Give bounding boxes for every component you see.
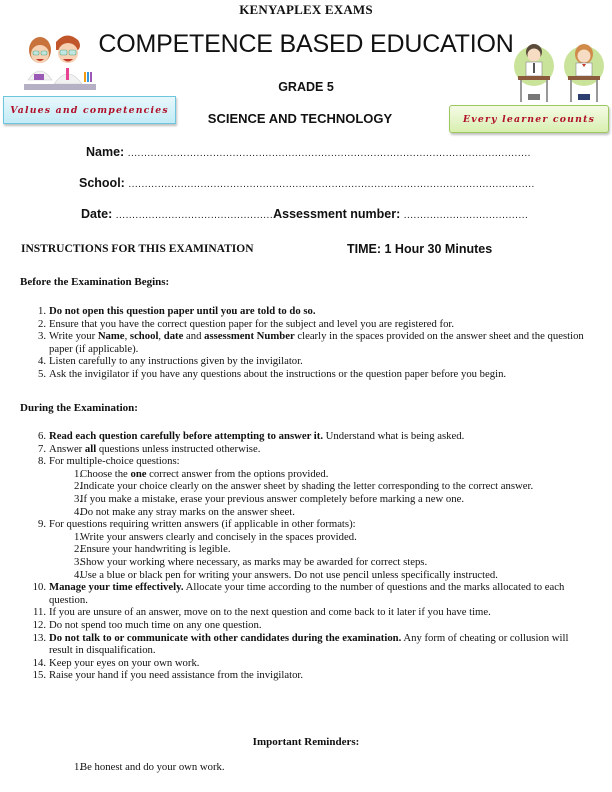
date-label: Date: [81,207,113,221]
list-item-text: Listen carefully to any instructions given by the invigilator. [49,355,303,368]
list-item-number: 2. [73,543,82,556]
list-item-text: Answer all questions unless instructed otherwise. [49,442,261,455]
subject-label: SCIENCE AND TECHNOLOGY [207,111,393,126]
list-item-text: Use a blue or black pen for writing your answers. Do not use pencil unless specifically instructed. [80,568,498,581]
every-learner-counts-badge [449,105,609,133]
list-item [0,581,612,606]
grade-label: GRADE 5 [278,80,334,94]
list-item-number: 14. [32,656,46,669]
list-item-number: 2. [37,317,46,330]
list-item-text: Do not talk to or communicate with other candidates during the examination. Any form of cheating or collusion will result in disqualification. [49,631,569,657]
list-item-text: Indicate your choice clearly on the answer sheet by shading the letter corresponding to the correct answer. [80,480,534,493]
date-input-line[interactable]: ................................................ [115,210,274,221]
brand-title: KENYAPLEX EXAMS [239,2,373,17]
list-item-text: For questions requiring written answers (if applicable in other formats): [49,518,356,531]
list-item-number: 11. [33,606,46,619]
list-item-number: 9. [37,518,46,531]
list-item-number: 3. [73,492,82,505]
list-item-text: If you are unsure of an answer, move on to the next question and come back to it later if you have time. [49,606,491,619]
list-item-text: Ensure that you have the correct question paper for the subject and level you are registered for. [49,317,455,330]
name-label: Name: [86,145,125,159]
list-item [0,468,612,481]
list-item [0,443,612,456]
list-item-text: Write your answers clearly and concisely in the spaces provided. [80,530,357,543]
list-item-number: 3. [73,555,82,568]
list-item-number: 2. [73,480,82,493]
name-field[interactable] [86,145,531,159]
list-item [0,518,612,531]
list-item-text: Manage your time effectively. Allocate your time according to the number of questions and the marks allocated to each question. [49,581,565,606]
list-item-number: 8. [37,455,46,468]
list-item-text: Do not open this question paper until you are told to do so. [49,305,316,317]
before-exam-heading: Before the Examination Begins: [20,276,170,288]
instructions-title: INSTRUCTIONS FOR THIS EXAMINATION [21,243,254,255]
list-item-number: 6. [37,430,46,442]
students-at-desks-illustration-icon [508,38,610,106]
list-item-number: 3. [37,330,46,343]
list-item [0,480,612,493]
list-item-number: 1. [37,305,46,317]
list-item [0,761,612,774]
badge-right-text: Every learner counts [462,113,596,125]
list-item-number: 4. [37,355,46,368]
list-item-text: Choose the one correct answer from the options provided. [80,467,329,480]
list-item-text: Ask the invigilator if you have any questions about the instructions or the question paper before you begin. [49,367,507,380]
list-item-number: 13. [32,631,46,644]
list-item [0,506,612,519]
values-competencies-badge [3,96,176,124]
list-item-text: Show your working where necessary, as marks may be awarded for correct steps. [80,555,428,568]
during-exam-heading: During the Examination: [20,402,138,414]
list-item [0,569,612,582]
list-item-text: Be honest and do your own work. [80,761,225,773]
list-item [0,657,612,670]
list-item-text: Raise your hand if you need assistance from the invigilator. [49,669,304,682]
name-input-line[interactable]: ........................................................................................................................... [127,148,531,159]
list-item [0,669,612,682]
school-field[interactable] [79,176,535,190]
list-item-text: Do not make any stray marks on the answer sheet. [80,505,295,518]
list-item [0,619,612,632]
list-item [0,330,612,355]
assessment-number-input-line[interactable]: ...................................... [403,210,529,221]
list-item-text: Write your Name, school, date and assessment Number clearly in the spaces provided on the answer sheet and the question paper (if applicable). [49,330,584,355]
list-item [0,543,612,556]
list-item [0,556,612,569]
list-item [0,430,612,443]
list-item [0,305,612,318]
list-item-number: 12. [32,618,46,631]
list-item [0,493,612,506]
school-input-line[interactable]: ............................................................................................................................ [128,179,535,190]
school-label: School: [79,176,125,190]
list-item-number: 1. [73,530,82,543]
exam-time: TIME: 1 Hour 30 Minutes [347,242,493,256]
list-item-number: 10. [32,581,46,594]
during-exam-list [0,430,612,682]
list-item [0,368,612,381]
list-item-number: 4. [73,505,82,518]
assessment-number-label: Assessment number: [273,207,401,221]
list-item-text: Keep your eyes on your own work. [49,656,200,669]
list-item-text: Read each question carefully before attempting to answer it. Understand what is being asked. [49,430,465,442]
main-title: COMPETENCE BASED EDUCATION [98,30,514,58]
list-item-text: Do not spend too much time on any one question. [49,618,262,631]
list-item-text: For multiple-choice questions: [49,455,180,468]
badge-left-text: Values and competencies [10,104,169,116]
list-item-number: 5. [37,367,46,380]
list-item-number: 4. [73,568,82,581]
list-item [0,355,612,368]
date-assessment-row [81,207,528,221]
reminders-list [0,761,612,774]
important-reminders-heading: Important Reminders: [252,736,360,748]
list-item-number: 1. [73,761,82,773]
list-item-number: 7. [37,442,46,455]
list-item-text: Ensure your handwriting is legible. [80,543,231,556]
list-item-text: If you make a mistake, erase your previous answer completely before marking a new one. [80,492,465,505]
list-item [0,318,612,331]
before-exam-list [0,305,612,381]
list-item [0,531,612,544]
list-item-number: 1. [73,467,82,480]
list-item [0,632,612,657]
list-item-number: 15. [32,669,46,682]
list-item [0,606,612,619]
list-item [0,455,612,468]
